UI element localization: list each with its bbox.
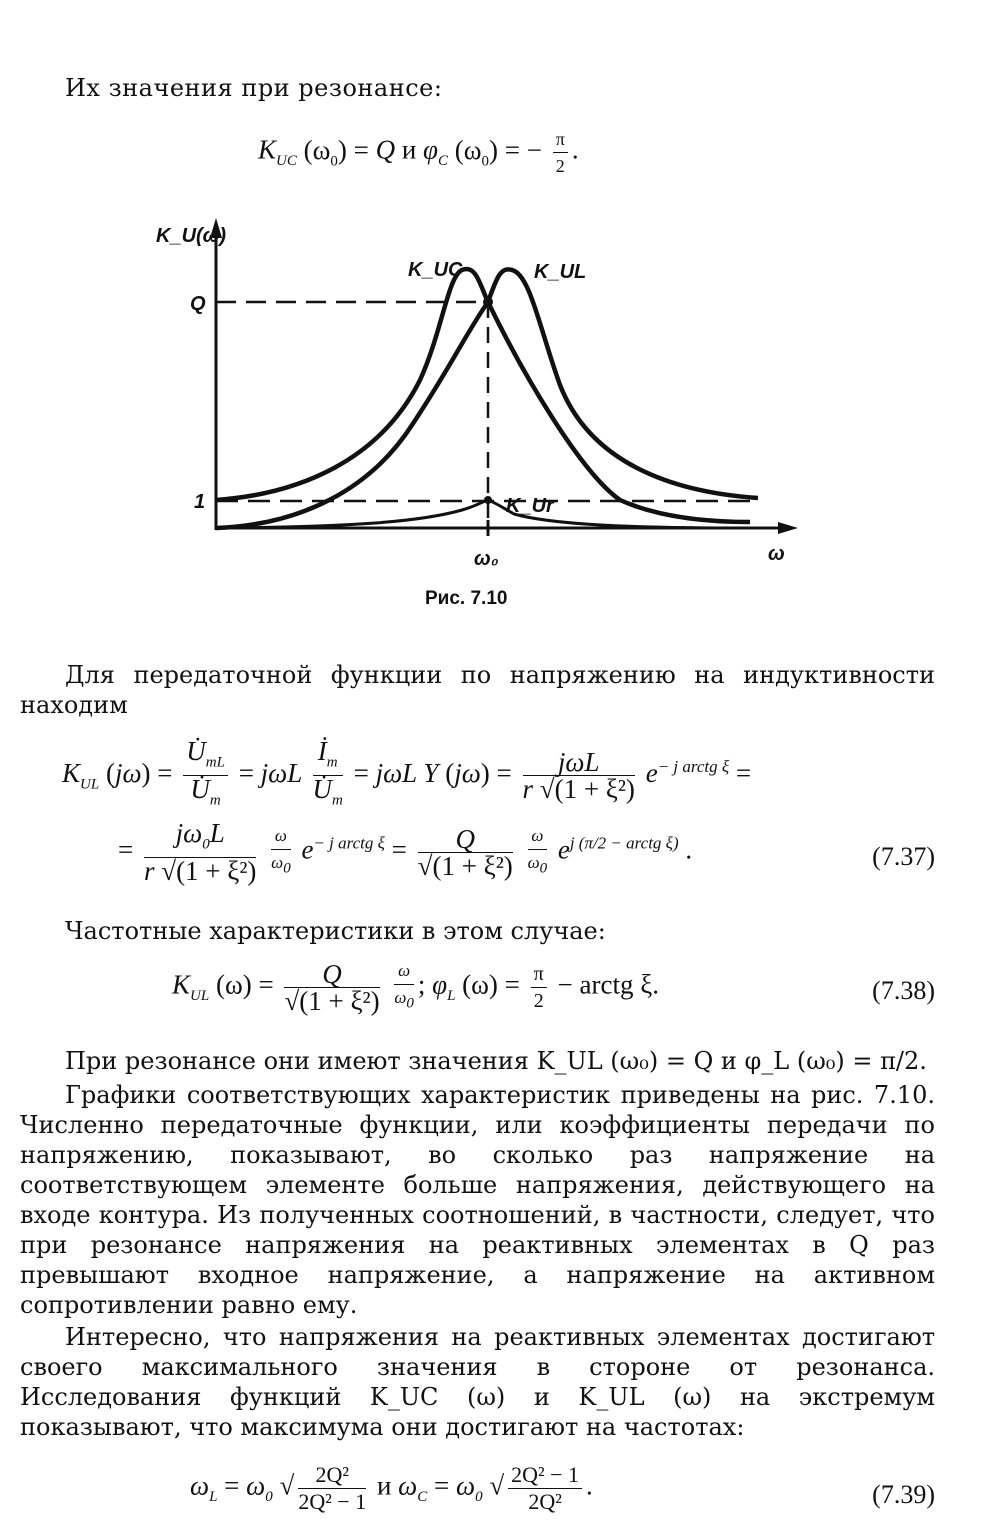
equation-738-number: (7.38) xyxy=(872,976,935,1005)
x-axis-label: ω xyxy=(768,543,785,565)
resonance-point-1 xyxy=(484,496,492,504)
equation-739-number: (7.39) xyxy=(872,1480,935,1509)
equation-739-text xyxy=(0,0,1,1)
resonance-chart xyxy=(150,210,810,590)
intro-line: Их значения при резонансе: xyxy=(65,74,443,102)
x-axis-arrow xyxy=(778,522,798,534)
equation-737-line1: $K_{UL}$ (jω) = $\frac{U̇_{mL}}{U̇_m}$ = jωL $\frac{İ_m}{U̇_m}$ = jωL Y (jω) = $\frac{\text{jωL}}{\text{r √(1 + ξ²)}}$ $e^{- j arctg \xi}$ = xyxy=(62,736,752,809)
curve-kuc-label: K_UC xyxy=(408,259,463,281)
y-axis-label: K_U(ω) xyxy=(156,225,227,247)
curve-kul-label: K_UL xyxy=(534,261,587,283)
y-tick-1: 1 xyxy=(194,491,206,513)
equation-resonance-c: $K_{UC}$ $(\omega_0) = Q$ и $\varphi_C$ $(\omega_0)$ = − $\frac{\pi}{2}$ . xyxy=(258,126,579,179)
curve-kur-label: K_Ur xyxy=(506,495,554,517)
equation-737-number: (7.37) xyxy=(872,842,935,871)
paragraph-graphs-description: Графики соответствующих характеристик приведены на рис. 7.10. Численно передаточные функции, или коэффициенты передачи по напряжению, показывают, во сколько раз напряжение на соответствующем элементе больше напряжения, действующего на входе контура. Из полученных соотношений, в частности, следует, что при резонансе напряжения на реактивных элементах в Q раз превышают входное напряжение, а напряжение на активном сопротивлении равно ему. xyxy=(20,1081,935,1319)
equation-737-line2: = $\frac{j\omega_0L}{\text{r √(1 + ξ²)}}$ $\frac{\omega}{\omega_0}$ $e^{- j arctg \xi}$ = $\frac{Q}{\text{√(1 + ξ²)}}$ $\frac{\omega}{\omega_0}$ $e^{j (\pi/2 - arctg \xi)}$ . xyxy=(118,818,693,887)
paragraph-resonance-values: При резонансе они имеют значения K_UL (ω₀) = Q и φ_L (ω₀) = π/2. xyxy=(65,1047,927,1075)
figure-caption: Рис. 7.10 xyxy=(425,588,508,609)
equation-739: $\omega_L = \omega_0$ √ $\frac{\text{2Q²}}{\text{2Q² − 1}}$ и $\omega_C = \omega_0$ √ $\frac{\text{2Q² − 1}}{\text{2Q²}}$ . xyxy=(190,1462,593,1514)
paragraph-frequency-characteristics: Частотные характеристики в этом случае: xyxy=(65,917,606,945)
resonance-point-q xyxy=(483,297,493,307)
paragraph-extremum: Интересно, что напряжения на реактивных элементах достигают своего максимального значения в стороне от резонанса. Исследования функций K_UC (ω) и K_UL (ω) на экстремум показывают, что максимума они достигают на частотах: xyxy=(20,1323,935,1441)
x-tick-w0: ω₀ xyxy=(474,548,499,570)
y-tick-q: Q xyxy=(190,293,206,315)
paragraph-inductance-intro: Для передаточной функции по напряжению на индуктивности находим xyxy=(20,661,935,719)
equation-738: $K_{UL}$ (ω) = $\frac{Q}{\text{√(1 + ξ²)}}$ $\frac{\omega}{\omega_0}$ ; $\varphi_L$ (ω) = $\frac{\pi}{2}$ − arctg ξ. xyxy=(172,958,659,1016)
